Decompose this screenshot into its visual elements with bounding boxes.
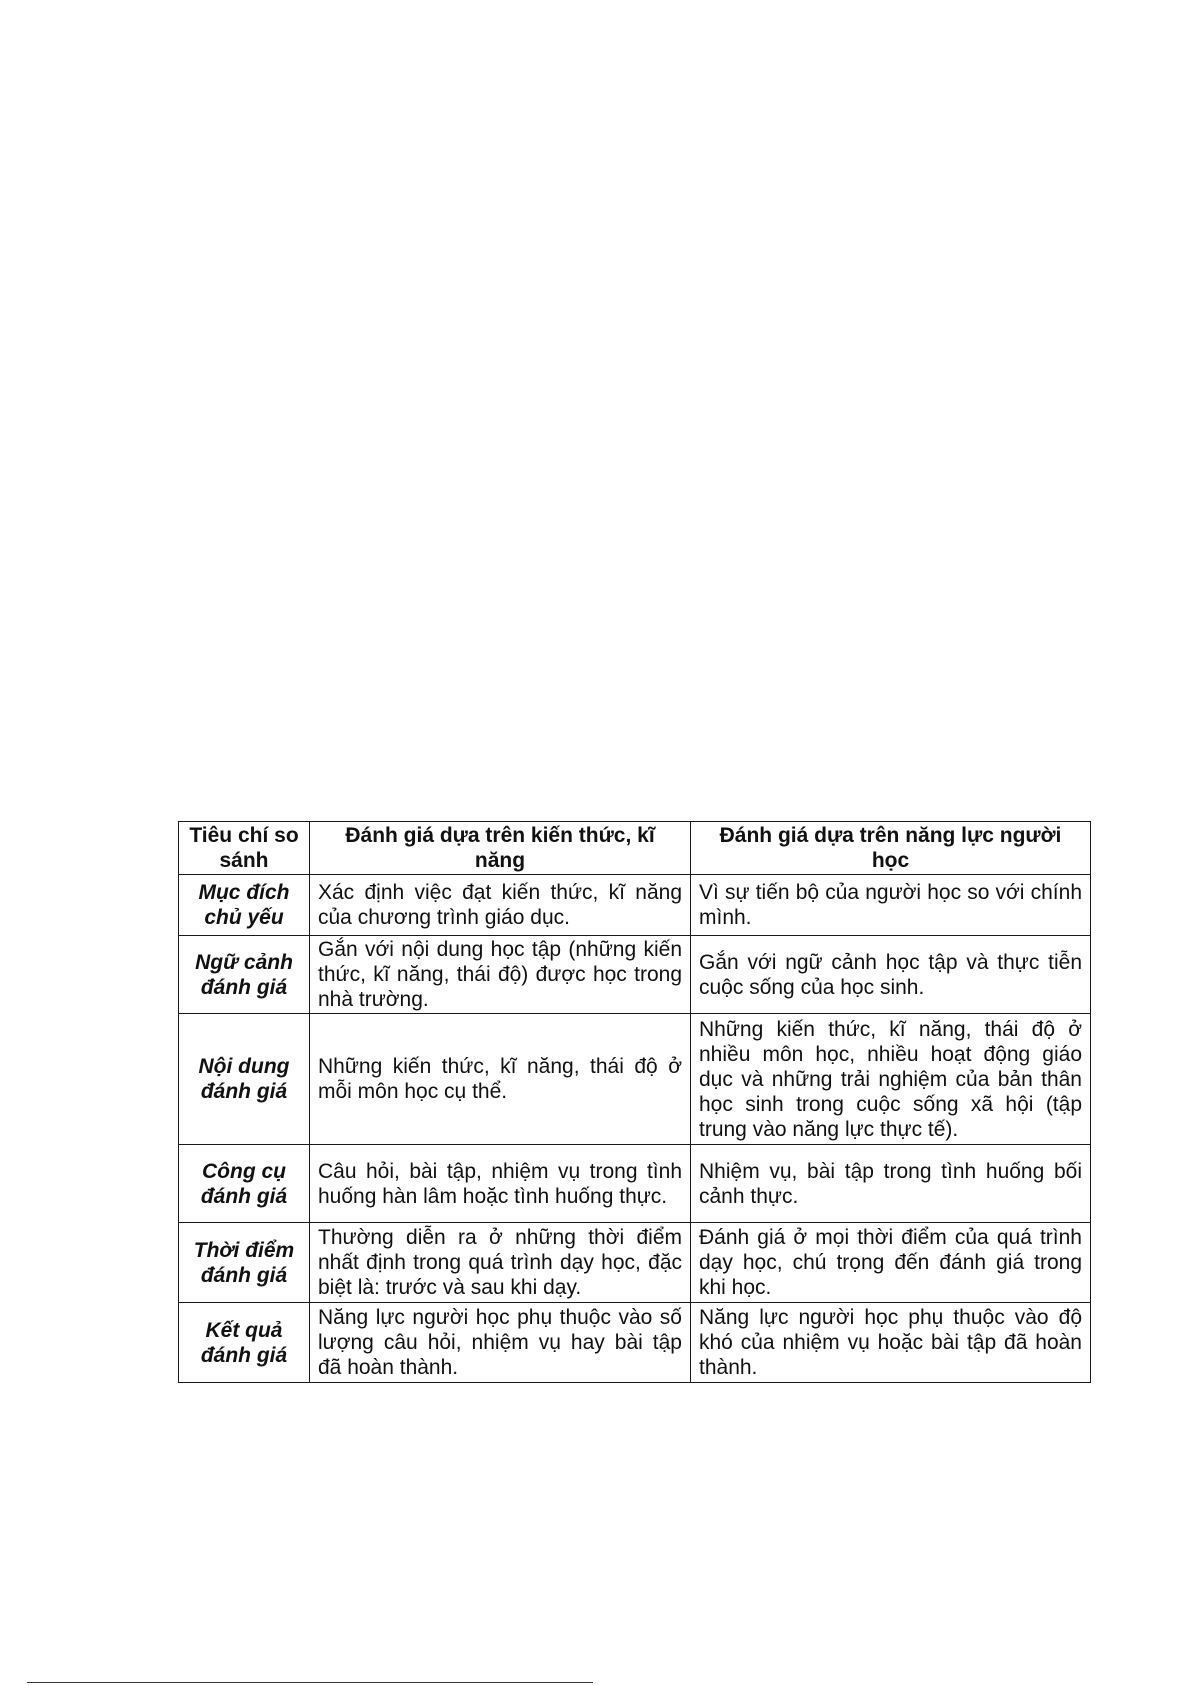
cell-knowledge-based: Gắn với nội dung học tập (những kiến thức, kĩ năng, thái độ) được học trong nhà trường. xyxy=(310,936,691,1014)
comparison-table xyxy=(178,821,1091,1383)
cell-competency-based: Vì sự tiến bộ của người học so với chính mình. xyxy=(691,875,1091,936)
table-row xyxy=(179,1303,1091,1383)
cell-competency-based: Gắn với ngữ cảnh học tập và thực tiễn cuộc sống của học sinh. xyxy=(691,936,1091,1014)
cell-knowledge-based: Xác định việc đạt kiến thức, kĩ năng của chương trình giáo dục. xyxy=(310,875,691,936)
cell-competency-based: Đánh giá ở mọi thời điểm của quá trình dạy học, chú trọng đến đánh giá trong khi học. xyxy=(691,1223,1091,1303)
row-criterion: Công cụ đánh giá xyxy=(179,1145,310,1223)
row-criterion: Thời điểm đánh giá xyxy=(179,1223,310,1303)
cell-knowledge-based: Thường diễn ra ở những thời điểm nhất định trong quá trình dạy học, đặc biệt là: trước và sau khi dạy. xyxy=(310,1223,691,1303)
cell-competency-based: Năng lực người học phụ thuộc vào độ khó của nhiệm vụ hoặc bài tập đã hoàn thành. xyxy=(691,1303,1091,1383)
table-row xyxy=(179,875,1091,936)
cell-knowledge-based: Những kiến thức, kĩ năng, thái độ ở mỗi môn học cụ thể. xyxy=(310,1014,691,1145)
footnote-divider xyxy=(27,1682,593,1683)
table-row xyxy=(179,936,1091,1014)
row-criterion: Nội dung đánh giá xyxy=(179,1014,310,1145)
row-criterion: Kết quả đánh giá xyxy=(179,1303,310,1383)
header-knowledge-based: Đánh giá dựa trên kiến thức, kĩ năng xyxy=(310,822,691,875)
table-row xyxy=(179,1014,1091,1145)
header-criterion: Tiêu chí so sánh xyxy=(179,822,310,875)
header-competency-based: Đánh giá dựa trên năng lực người học xyxy=(691,822,1091,875)
cell-competency-based: Những kiến thức, kĩ năng, thái độ ở nhiều môn học, nhiều hoạt động giáo dục và những trải nghiệm của bản thân học sinh trong cuộc sống xã hội (tập trung vào năng lực thực tế). xyxy=(691,1014,1091,1145)
table-header-row xyxy=(179,822,1091,875)
table-row xyxy=(179,1223,1091,1303)
row-criterion: Mục đích chủ yếu xyxy=(179,875,310,936)
cell-knowledge-based: Câu hỏi, bài tập, nhiệm vụ trong tình huống hàn lâm hoặc tình huống thực. xyxy=(310,1145,691,1223)
cell-competency-based: Nhiệm vụ, bài tập trong tình huống bối cảnh thực. xyxy=(691,1145,1091,1223)
table-row xyxy=(179,1145,1091,1223)
cell-knowledge-based: Năng lực người học phụ thuộc vào số lượng câu hỏi, nhiệm vụ hay bài tập đã hoàn thành. xyxy=(310,1303,691,1383)
row-criterion: Ngữ cảnh đánh giá xyxy=(179,936,310,1014)
